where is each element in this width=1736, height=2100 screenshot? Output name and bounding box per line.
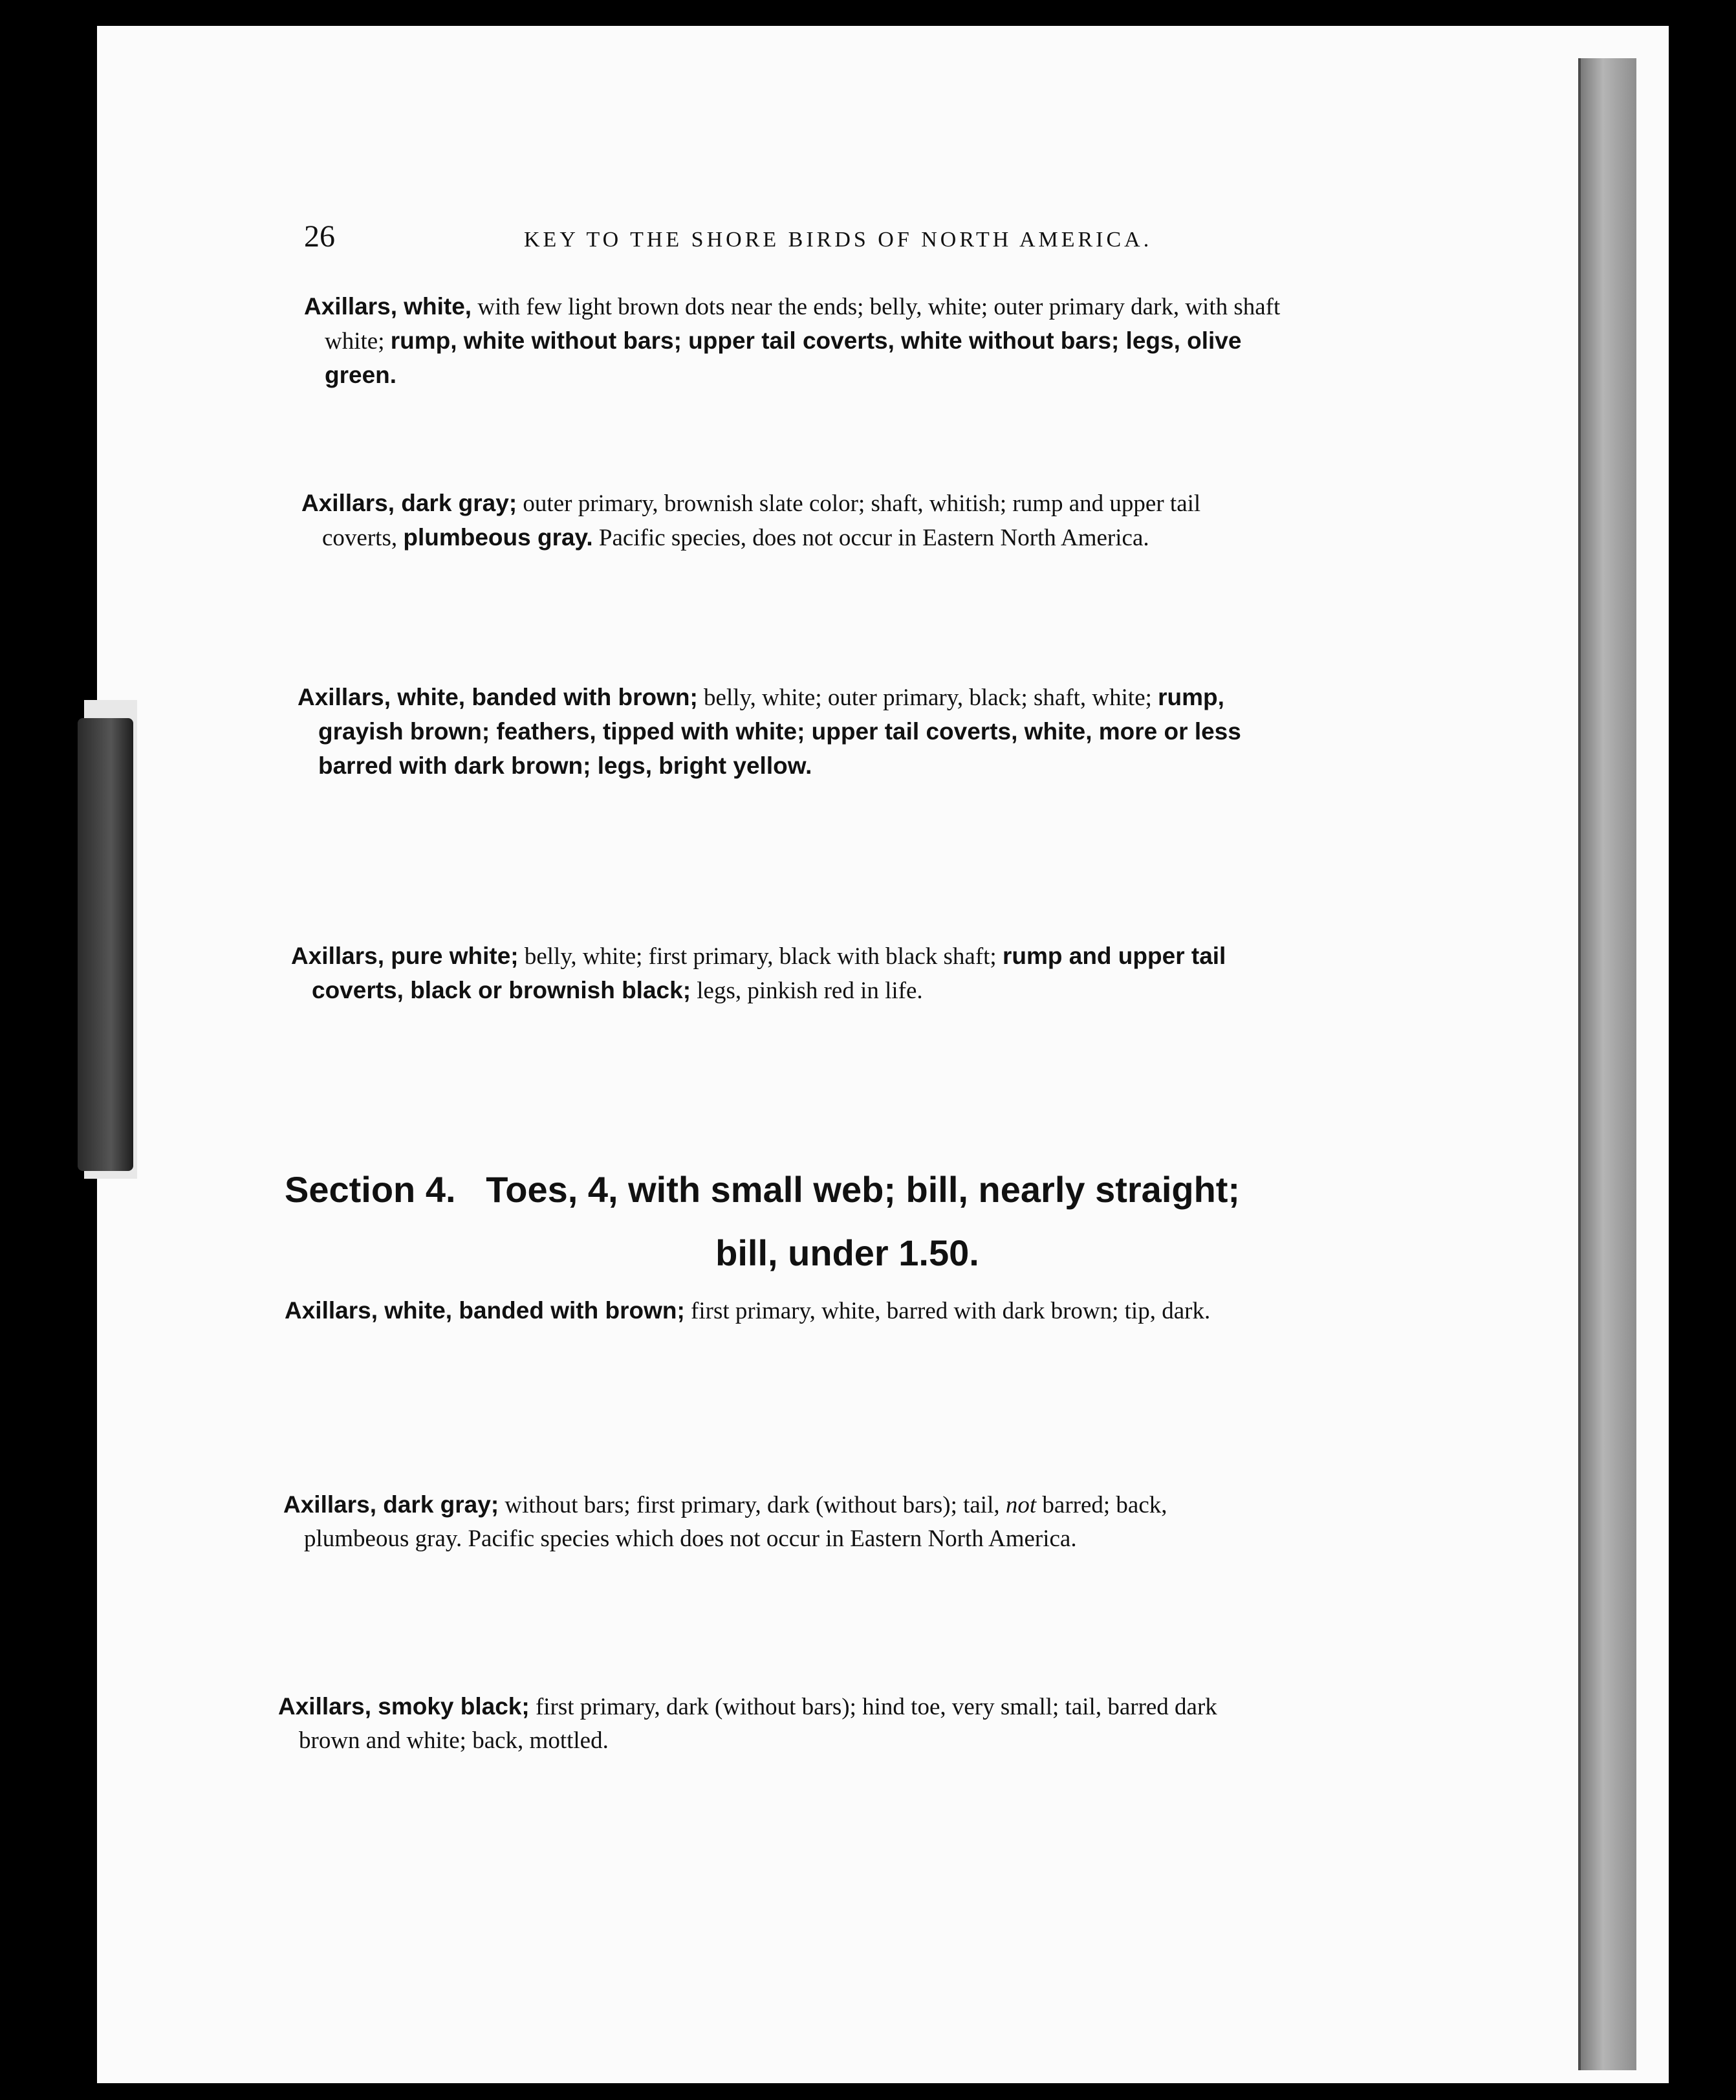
- key-character-bold: Axillars, white, banded with brown;: [285, 1297, 685, 1324]
- binding-clip: [78, 718, 133, 1171]
- page-number: 26: [304, 219, 335, 254]
- entry-description: [301, 487, 1279, 555]
- entry-description: [278, 1690, 1256, 1758]
- section-heading-line1: Section 4. Toes, 4, with small web; bill, nearly straight;: [285, 1169, 1241, 1210]
- key-character-bold: rump and upper tail coverts, black or brownish black;: [312, 943, 1226, 1003]
- page-edge: [1578, 58, 1636, 2070]
- key-character-bold: Axillars, dark gray;: [283, 1491, 499, 1518]
- key-character-bold: Axillars, smoky black;: [278, 1693, 530, 1720]
- key-character-bold: Axillars, white, banded with brown;: [298, 684, 698, 710]
- key-character-bold: rump, white without bars; upper tail coverts, white without bars; legs, olive green.: [325, 327, 1242, 388]
- key-character-text: first primary, dark (without bars); hind toe, very small; tail, barred dark brown and white; back, mottled.: [299, 1694, 1217, 1754]
- key-character-text: with few light brown dots near the ends; belly, white; outer primary dark, with shaft white;: [325, 294, 1281, 355]
- key-character-bold: rump, grayish brown; feathers, tipped with white; upper tail coverts, white, more or less barred with dark brown; legs, bright yellow.: [318, 684, 1241, 779]
- key-character-text: barred; back, plumbeous gray. Pacific species which does not occur in Eastern North America.: [304, 1492, 1167, 1552]
- key-character-bold: Axillars, white,: [304, 293, 472, 320]
- key-character-text: belly, white; outer primary, black; shaft, white;: [697, 684, 1158, 711]
- entry-description: [291, 939, 1269, 1008]
- key-character-text: first primary, white, barred with dark brown; tip, dark.: [684, 1298, 1211, 1324]
- key-character-text: outer primary, brownish slate color; shaft, whitish; rump and upper tail coverts,: [322, 490, 1201, 551]
- key-character-text: not: [1005, 1492, 1037, 1518]
- section-heading-line2: bill, under 1.50.: [715, 1232, 979, 1273]
- key-character-text: legs, pinkish red in life.: [691, 978, 923, 1004]
- entry-description: [283, 1488, 1261, 1556]
- key-character-text: Pacific species, does not occur in Eastern North America.: [592, 525, 1149, 551]
- page-header: [304, 219, 1274, 264]
- entry-description: [304, 290, 1282, 393]
- key-character-text: without bars; first primary, dark (without bars); tail,: [499, 1492, 1006, 1518]
- running-title: KEY TO THE SHORE BIRDS OF NORTH AMERICA.: [524, 228, 1153, 252]
- key-character-bold: plumbeous gray.: [403, 524, 593, 551]
- key-character-bold: Axillars, pure white;: [291, 943, 519, 969]
- entry-description: [285, 1294, 1263, 1328]
- section-heading: [285, 1158, 1410, 1285]
- entry-description: [298, 681, 1275, 783]
- key-character-text: belly, white; first primary, black with black shaft;: [518, 943, 1003, 970]
- key-character-bold: Axillars, dark gray;: [301, 490, 517, 516]
